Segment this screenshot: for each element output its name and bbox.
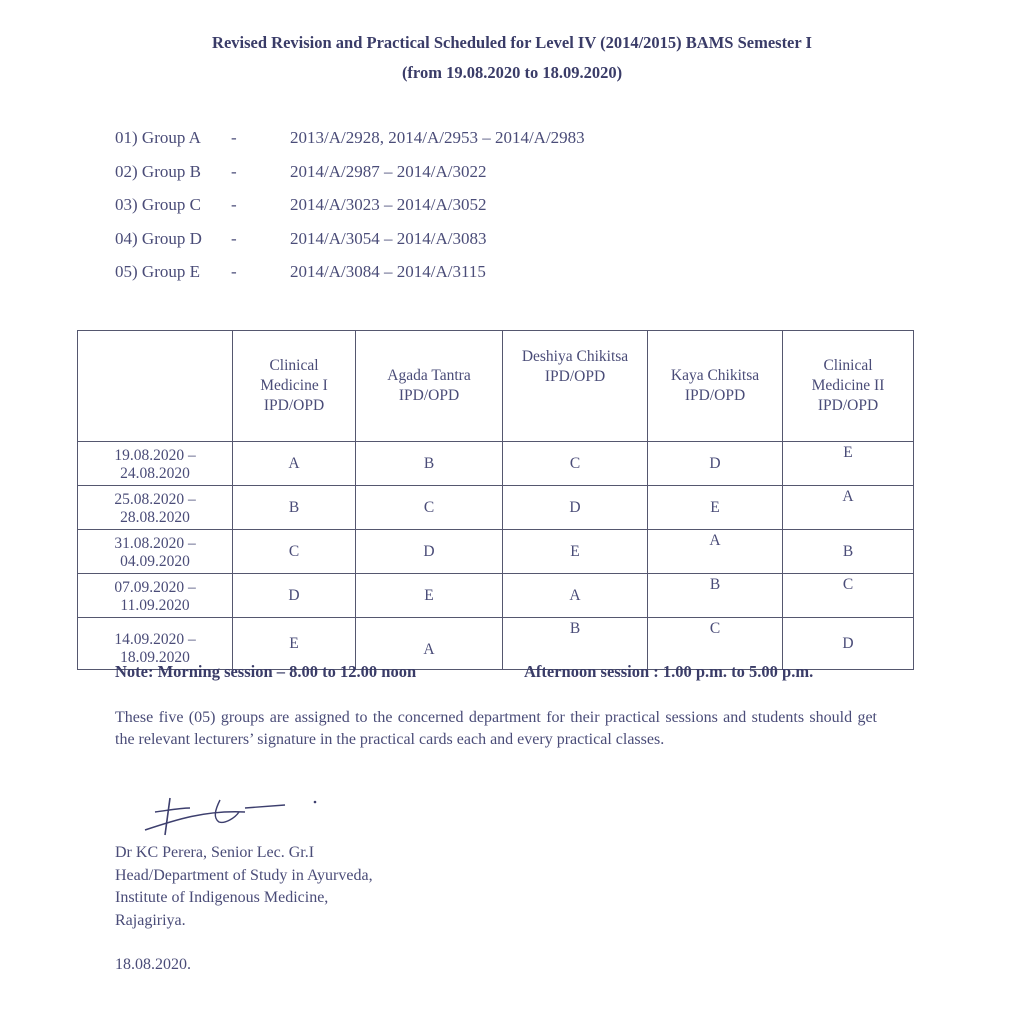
table-header-empty <box>78 331 233 442</box>
table-cell-date: 19.08.2020 – 24.08.2020 <box>78 442 233 486</box>
table-cell: C <box>503 442 648 486</box>
table-cell: D <box>233 574 356 618</box>
table-cell: D <box>356 530 503 574</box>
table-cell: E <box>783 442 914 486</box>
document-date: 18.08.2020. <box>115 956 191 973</box>
table-cell-date: 25.08.2020 – 28.08.2020 <box>78 486 233 530</box>
signatory-institute: Institute of Indigenous Medicine, <box>115 889 329 906</box>
table-header-clinical-medicine-i: Clinical Medicine I IPD/OPD <box>233 331 356 442</box>
group-dash: - <box>231 262 237 281</box>
document-date-range: (from 19.08.2020 to 18.09.2020) <box>401 63 623 82</box>
table-cell: D <box>503 486 648 530</box>
table-cell: B <box>648 574 783 618</box>
table-cell: E <box>233 618 356 670</box>
table-cell: D <box>648 442 783 486</box>
group-range: 2013/A/2928, 2014/A/2953 – 2014/A/2983 <box>290 128 585 147</box>
table-cell: E <box>356 574 503 618</box>
morning-session-note: Note: Morning session – 8.00 to 12.00 noon <box>115 662 417 681</box>
table-cell: B <box>356 442 503 486</box>
table-cell: B <box>503 618 648 670</box>
document-title: Revised Revision and Practical Scheduled for Level IV (2014/2015) BAMS Semester I <box>212 33 812 52</box>
group-range: 2014/A/3084 – 2014/A/3115 <box>290 262 486 281</box>
group-dash: - <box>231 195 237 214</box>
table-cell: D <box>783 618 914 670</box>
table-cell: C <box>356 486 503 530</box>
table-cell: C <box>233 530 356 574</box>
table-header-deshiya-chikitsa: Deshiya Chikitsa IPD/OPD <box>503 331 648 442</box>
afternoon-session-note: Afternoon session : 1.00 p.m. to 5.00 p.m. <box>524 662 814 681</box>
table-cell: C <box>783 574 914 618</box>
table-cell: B <box>783 530 914 574</box>
table-row <box>78 530 914 574</box>
table-row <box>78 442 914 486</box>
group-range: 2014/A/2987 – 2014/A/3022 <box>290 161 487 181</box>
group-range: 2014/A/3054 – 2014/A/3083 <box>290 228 487 248</box>
table-cell: C <box>648 618 783 670</box>
group-label: 01) Group A <box>115 128 201 147</box>
signature-icon <box>135 790 335 840</box>
group-dash: - <box>231 161 237 181</box>
group-dash: - <box>231 128 237 147</box>
signatory-name: Dr KC Perera, Senior Lec. Gr.I <box>115 844 315 861</box>
table-cell: A <box>648 530 783 574</box>
table-row <box>78 486 914 530</box>
signatory-location: Rajagiriya. <box>115 911 186 929</box>
table-cell-date: 31.08.2020 – 04.09.2020 <box>78 530 233 574</box>
schedule-table <box>77 330 914 670</box>
table-header-kaya-chikitsa: Kaya Chikitsa IPD/OPD <box>648 331 783 442</box>
group-label: 02) Group B <box>115 161 201 181</box>
session-note <box>115 662 814 682</box>
table-cell-date: 14.09.2020 – 18.09.2020 <box>78 618 233 670</box>
group-range: 2014/A/3023 – 2014/A/3052 <box>290 195 487 214</box>
instruction-paragraph: These five (05) groups are assigned to the concerned department for their practical sessions and students should get the relevant lecturers’ signature in the practical cards each and every practical classes. <box>115 709 877 748</box>
signatory-department: Head/Department of Study in Ayurveda, <box>115 866 373 884</box>
table-row <box>78 574 914 618</box>
table-header-row <box>78 331 914 442</box>
table-cell: A <box>356 618 503 670</box>
table-cell: A <box>503 574 648 618</box>
table-cell: A <box>783 486 914 530</box>
table-cell: B <box>233 486 356 530</box>
table-header-clinical-medicine-ii: Clinical Medicine II IPD/OPD <box>783 331 914 442</box>
group-label: 04) Group D <box>115 228 202 248</box>
signatory-block <box>115 842 373 932</box>
table-header-agada-tantra: Agada Tantra IPD/OPD <box>356 331 503 442</box>
table-cell: E <box>503 530 648 574</box>
table-cell-date: 07.09.2020 – 11.09.2020 <box>78 574 233 618</box>
table-cell: E <box>648 486 783 530</box>
group-label: 05) Group E <box>115 262 200 281</box>
table-cell: A <box>233 442 356 486</box>
group-label: 03) Group C <box>115 195 201 214</box>
group-dash: - <box>231 228 237 248</box>
